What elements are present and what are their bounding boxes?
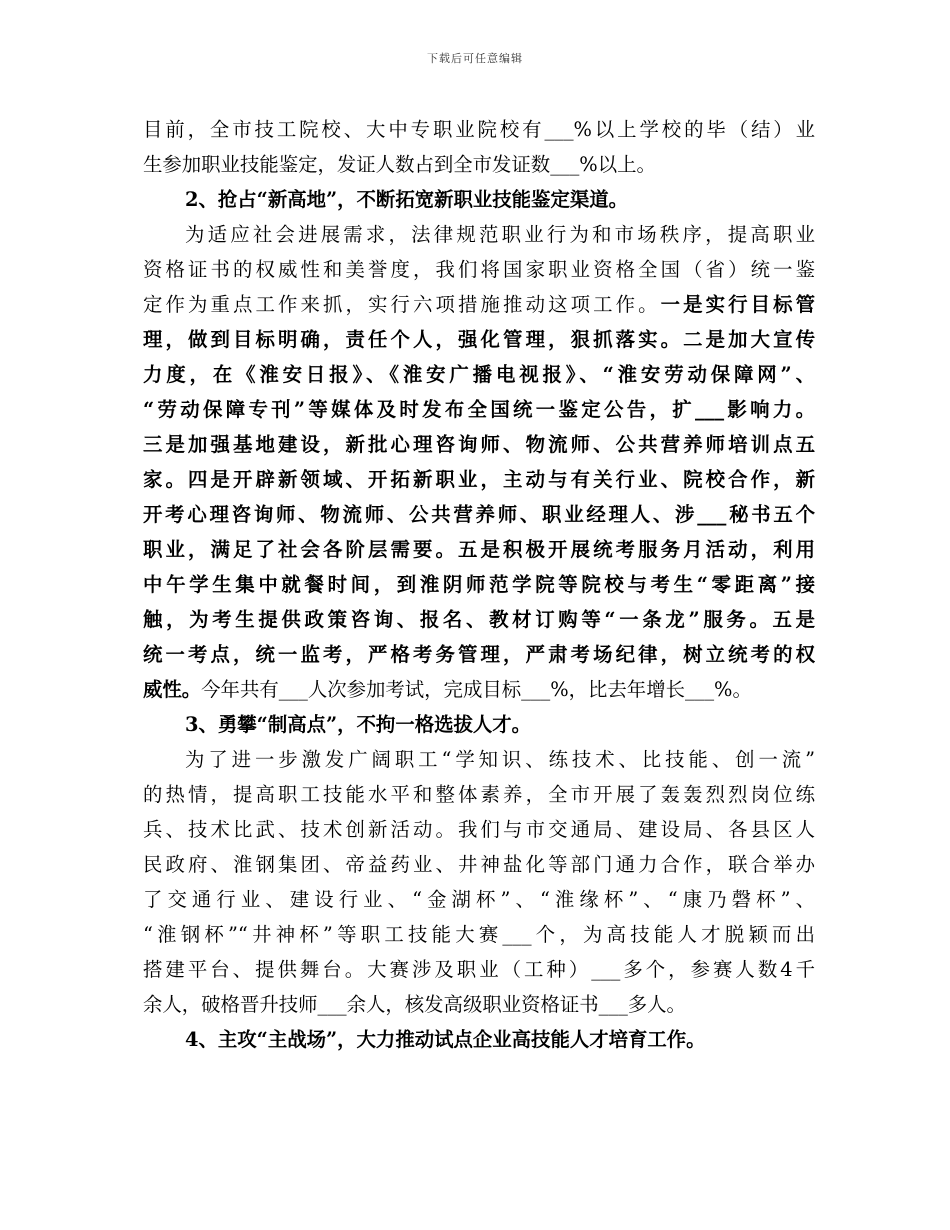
paragraph-2-bold-line: 统一考点，统一监考，严格考务管理，严肃考场纪律，树立统考的权 [143,643,815,666]
paragraph-2-line-1: 为适应社会进展需求，法律规范职业行为和市场秩序，提高职业 [185,223,815,246]
paragraph-2-bold-line: 家。四是开辟新领域、开拓新职业，主动与有关行业、院校合作，新 [143,468,815,491]
paragraph-3-line-7: 搭建平台、提供舞台。大赛涉及职业（工种）___多个，参赛人数4千 [143,958,815,981]
paragraph-3-line-4: 民政府、淮钢集团、帝益药业、井神盐化等部门通力合作，联合举办 [143,853,815,876]
document-body [143,112,815,1057]
paragraph-1-line-2: 生参加职业技能鉴定，发证人数占到全市发证数___%以上。 [143,153,656,176]
paragraph-2-last-bold: 威性。 [143,678,202,701]
paragraph-2-bold-line: 理，做到目标明确，责任个人，强化管理，狠抓落实。二是加大宣传 [143,328,815,351]
paragraph-2-bold-line: 三是加强基地建设，新批心理咨询师、物流师、公共营养师培训点五 [143,433,815,456]
paragraph-3-line-1: 为了进一步激发广阔职工“学知识、练技术、比技能、创一流” [185,748,815,771]
heading-2: 2、抢占“新高地”，不断拓宽新职业技能鉴定渠道。 [185,188,629,211]
paragraph-2-line-3 [143,287,815,322]
heading-3: 3、勇攀“制高点”，不拘一格选拔人才。 [185,713,532,736]
paragraph-2-bold-line: 开考心理咨询师、物流师、公共营养师、职业经理人、涉___秘书五个 [143,503,815,526]
paragraph-2-bold-line: 力度，在《淮安日报》、《淮安广播电视报》、“淮安劳动保障网”、 [143,363,815,386]
page-header: 下载后可任意编辑 [427,52,523,65]
paragraph-2-bold-line: “劳动保障专刊”等媒体及时发布全国统一鉴定公告，扩___影响力。 [143,398,815,421]
paragraph-3-line-6: “淮钢杯”“井神杯”等职工技能大赛___个，为高技能人才脱颖而出 [143,923,815,946]
paragraph-3-line-3: 兵、技术比武、技术创新活动。我们与市交通局、建设局、各县区人 [143,818,815,841]
paragraph-2-line-2: 资格证书的权威性和美誉度，我们将国家职业资格全国（省）统一鉴 [143,258,815,281]
paragraph-3-line-2: 的热情，提高职工技能水平和整体素养，全市开展了轰轰烈烈岗位练 [143,783,815,806]
paragraph-2-bold-line: 中午学生集中就餐时间，到淮阴师范学院等院校与考生“零距离”接 [143,573,815,596]
paragraph-2-last-line [143,672,815,707]
paragraph-2-bold-line: 职业，满足了社会各阶层需要。五是积极开展统考服务月活动，利用 [143,538,815,561]
paragraph-2-bold-line: 触，为考生提供政策咨询、报名、教材订购等“一条龙”服务。五是 [143,608,815,631]
heading-4: 4、主攻“主战场”，大力推动试点企业高技能人才培育工作。 [185,1028,706,1051]
paragraph-3-line-8: 余人，破格晋升技师___余人，核发高级职业资格证书___多人。 [143,993,686,1016]
paragraph-3-line-5: 了交通行业、建设行业、“金湖杯”、“淮缘杯”、“康乃磬杯”、 [143,888,815,911]
paragraph-2-last-normal: 今年共有___人次参加考试，完成目标___%，比去年增长___%。 [201,678,752,701]
paragraph-2-line-3-bold: 一是实行目标管 [660,293,815,316]
paragraph-2-line-3-normal: 定作为重点工作来抓，实行六项措施推动这项工作。 [143,293,661,316]
paragraph-1-line-1: 目前，全市技工院校、大中专职业院校有___%以上学校的毕（结）业 [143,118,815,141]
